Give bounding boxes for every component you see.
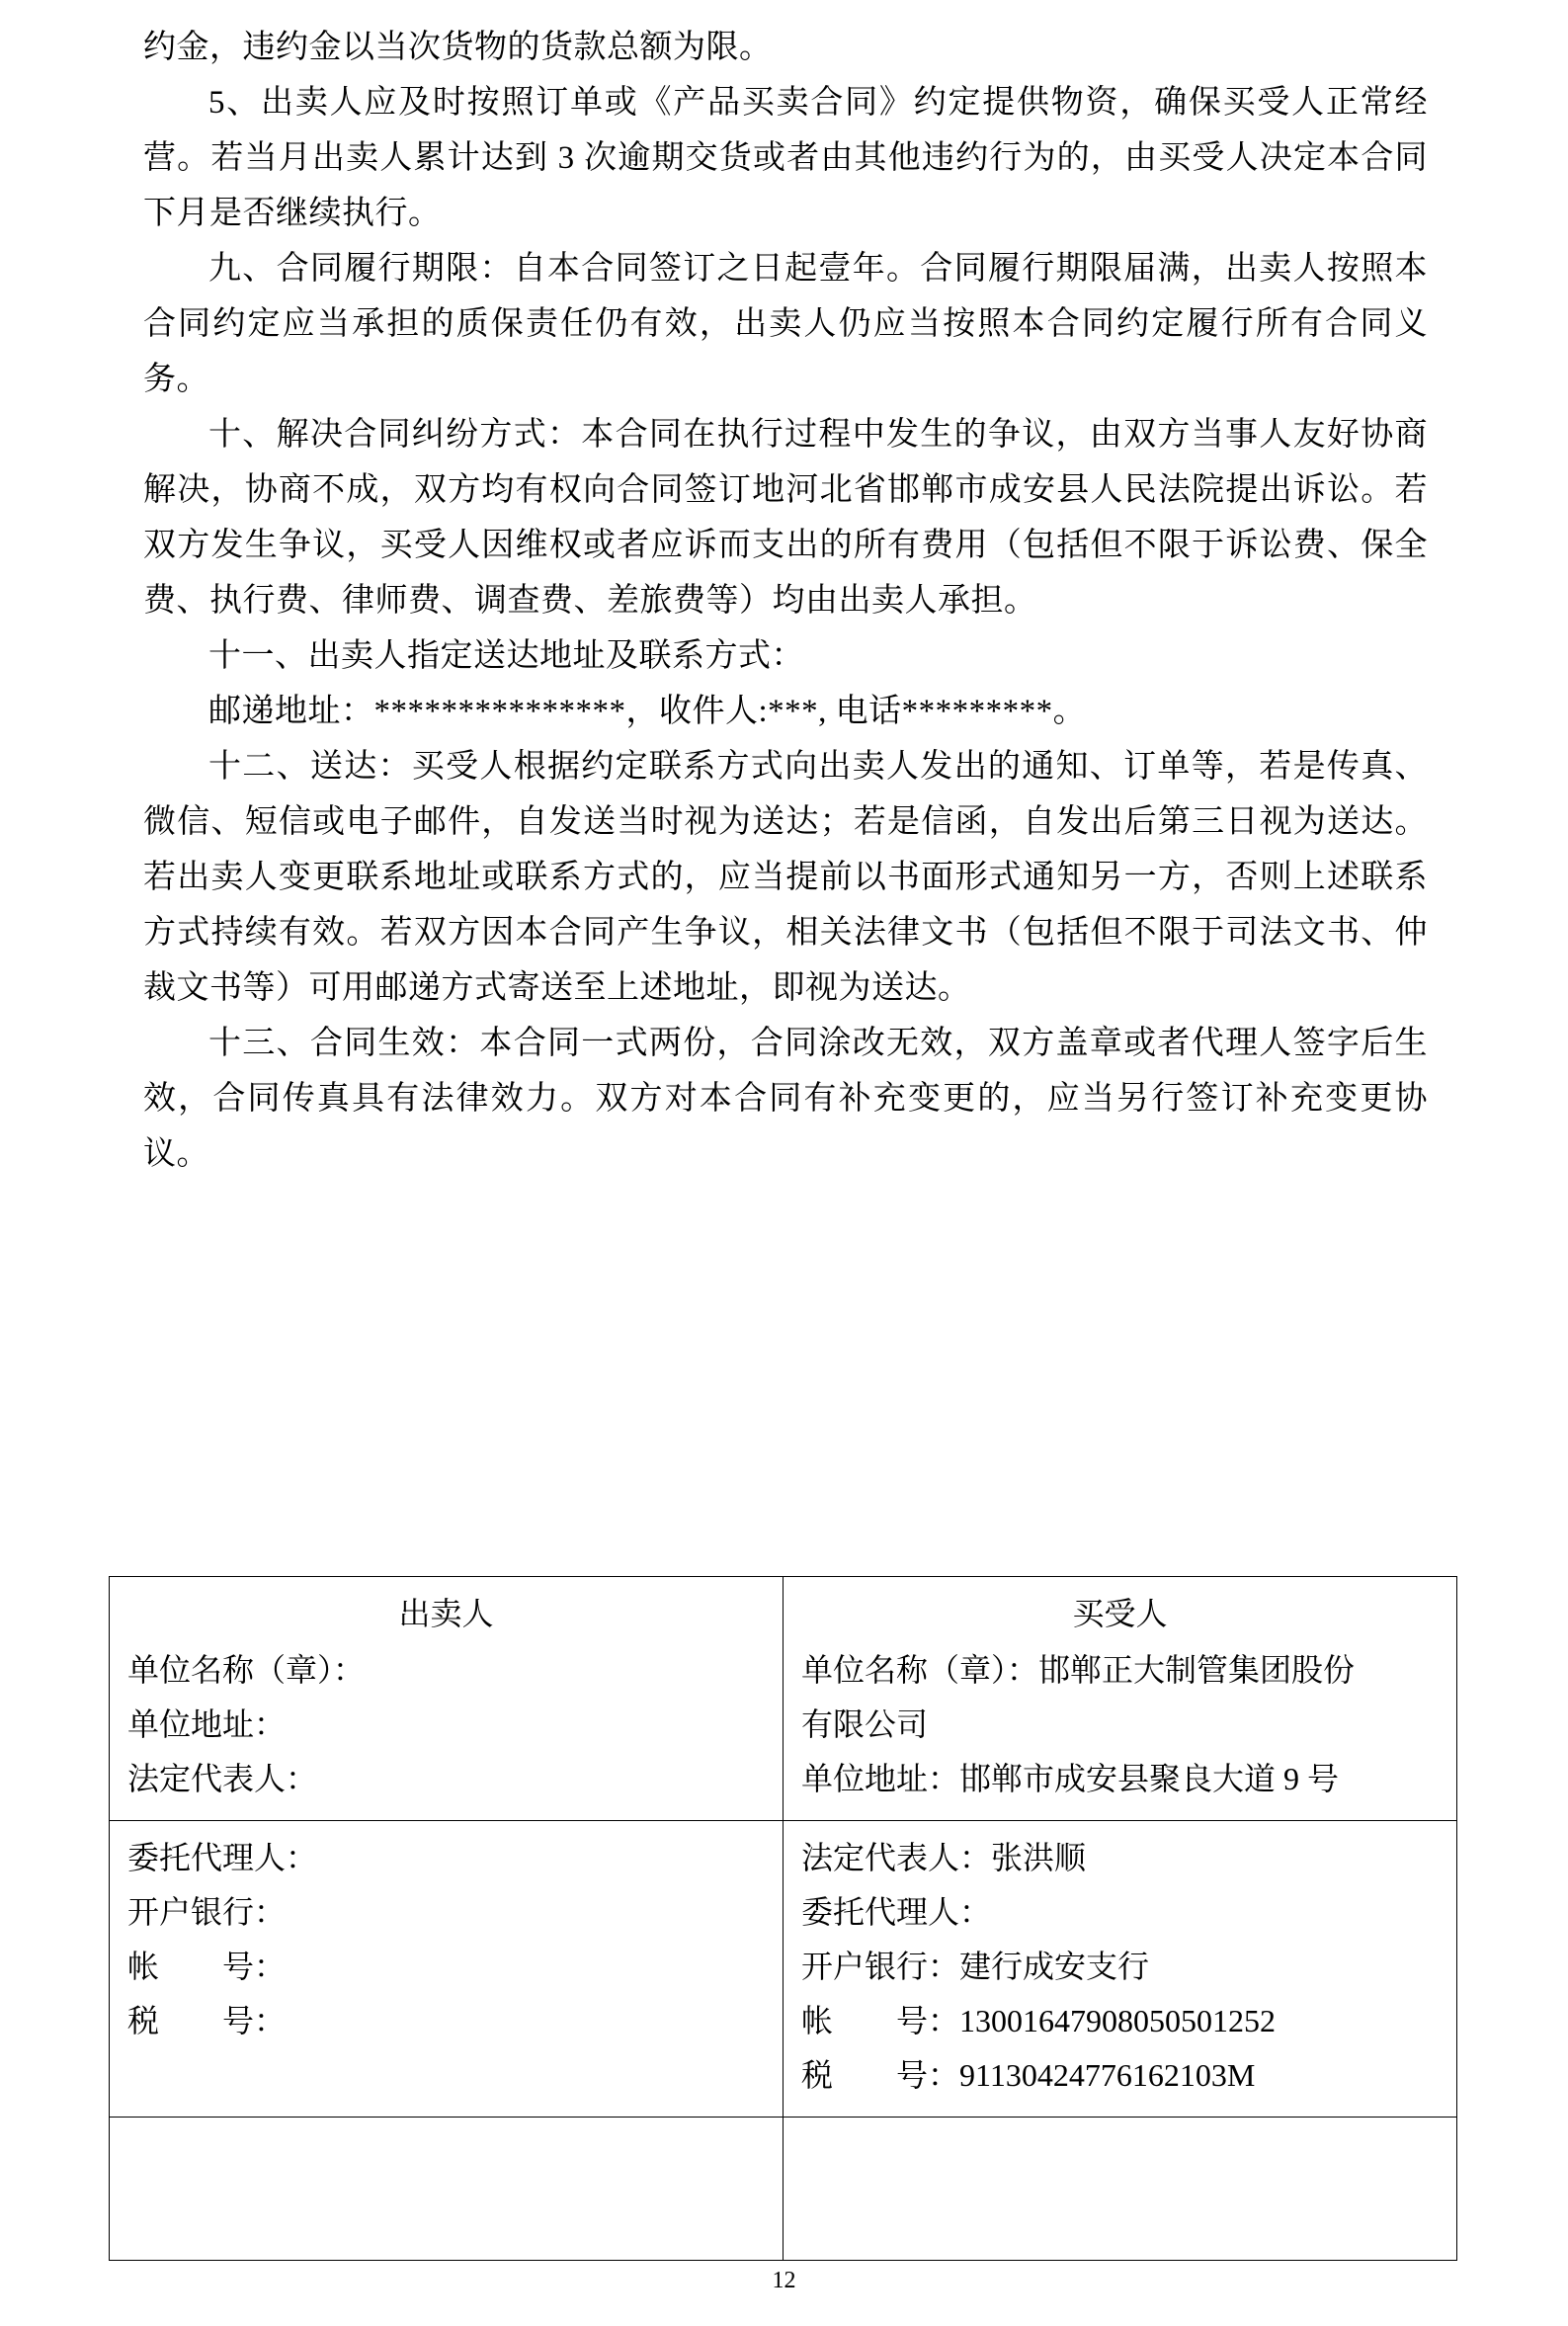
buyer-tax-number: 税 号：91130424776162103M [801, 2057, 1256, 2093]
seller-tax-number: 税 号： [127, 2003, 287, 2038]
buyer-company-name: 单位名称（章）：邯郸正大制管集团股份 [801, 1652, 1356, 1688]
buyer-agent: 委托代理人： [801, 1894, 992, 1930]
buyer-bank: 开户银行：建行成安支行 [801, 1949, 1150, 1984]
table-row [110, 1577, 1457, 1821]
paragraph-clause-9: 九、合同履行期限：自本合同签订之日起壹年。合同履行期限届满，出卖人按照本合同约定应当承担的质保责任仍有效，出卖人仍应当按照本合同约定履行所有合同义务。 [143, 251, 1428, 397]
paragraph-delivery-address: 邮递地址：***************，收件人:***, 电话*********。 [208, 694, 1087, 729]
paragraph-clause-12: 十二、送达：买受人根据约定联系方式向出卖人发出的通知、订单等，若是传真、微信、短信或电子邮件，自发送当时视为送达；若是信函，自发出后第三日视为送达。若出卖人变更联系地址或联系方式的，应当提前以书面形式通知另一方，否则上述联系方式持续有效。若双方因本合同产生争议，相关法律文书（包括但不限于司法文书、仲裁文书等）可用邮递方式寄送至上述地址，即视为送达。 [143, 749, 1428, 1006]
buyer-company-name-cont: 有限公司 [801, 1706, 929, 1742]
seller-title: 出卖人 [398, 1596, 494, 1631]
document-body [143, 20, 1428, 1182]
seller-agent: 委托代理人： [127, 1840, 318, 1875]
buyer-info-cell [784, 1577, 1457, 1821]
signature-table-wrapper [109, 1576, 1457, 2261]
signature-table [109, 1576, 1457, 2261]
paragraph-clause-5: 5、出卖人应及时按照订单或《产品买卖合同》约定提供物资，确保买受人正常经营。若当月出卖人累计达到 3 次逾期交货或者由其他违约行为的，由买受人决定本合同下月是否继续执行。 [143, 85, 1428, 231]
paragraph-clause-13: 十三、合同生效：本合同一式两份，合同涂改无效，双方盖章或者代理人签字后生效，合同传真具有法律效力。双方对本合同有补充变更的，应当另行签订补充变更协议。 [143, 1026, 1428, 1172]
buyer-bank-cell [784, 1821, 1457, 2118]
buyer-account-number: 帐 号：13001647908050501252 [801, 2003, 1277, 2038]
seller-seal-cell [110, 2118, 784, 2261]
paragraph-continuation: 约金，违约金以当次货物的货款总额为限。 [143, 30, 773, 65]
seller-legal-representative: 法定代表人： [127, 1761, 318, 1796]
seller-bank: 开户银行： [127, 1894, 287, 1930]
table-row [110, 1821, 1457, 2118]
seller-info-cell [110, 1577, 784, 1821]
paragraph-clause-11: 十一、出卖人指定送达地址及联系方式： [208, 638, 804, 674]
page-number: 12 [772, 2268, 796, 2293]
seller-company-name: 单位名称（章）： [127, 1652, 366, 1688]
seller-company-address: 单位地址： [127, 1706, 287, 1742]
paragraph-clause-10: 十、解决合同纠纷方式：本合同在执行过程中发生的争议，由双方当事人友好协商解决，协商不成，双方均有权向合同签订地河北省邯郸市成安县人民法院提出诉讼。若双方发生争议，买受人因维权或者应诉而支出的所有费用（包括但不限于诉讼费、保全费、执行费、律师费、调查费、差旅费等）均由出卖人承担。 [143, 417, 1428, 619]
buyer-company-address: 单位地址：邯郸市成安县聚良大道 9 号 [801, 1761, 1340, 1796]
buyer-legal-representative: 法定代表人：张洪顺 [801, 1840, 1087, 1875]
seller-account-number: 帐 号： [127, 1949, 287, 1984]
seller-bank-cell [110, 1821, 784, 2118]
table-row [110, 2118, 1457, 2261]
buyer-seal-cell [784, 2118, 1457, 2261]
buyer-title: 买受人 [1072, 1596, 1168, 1631]
